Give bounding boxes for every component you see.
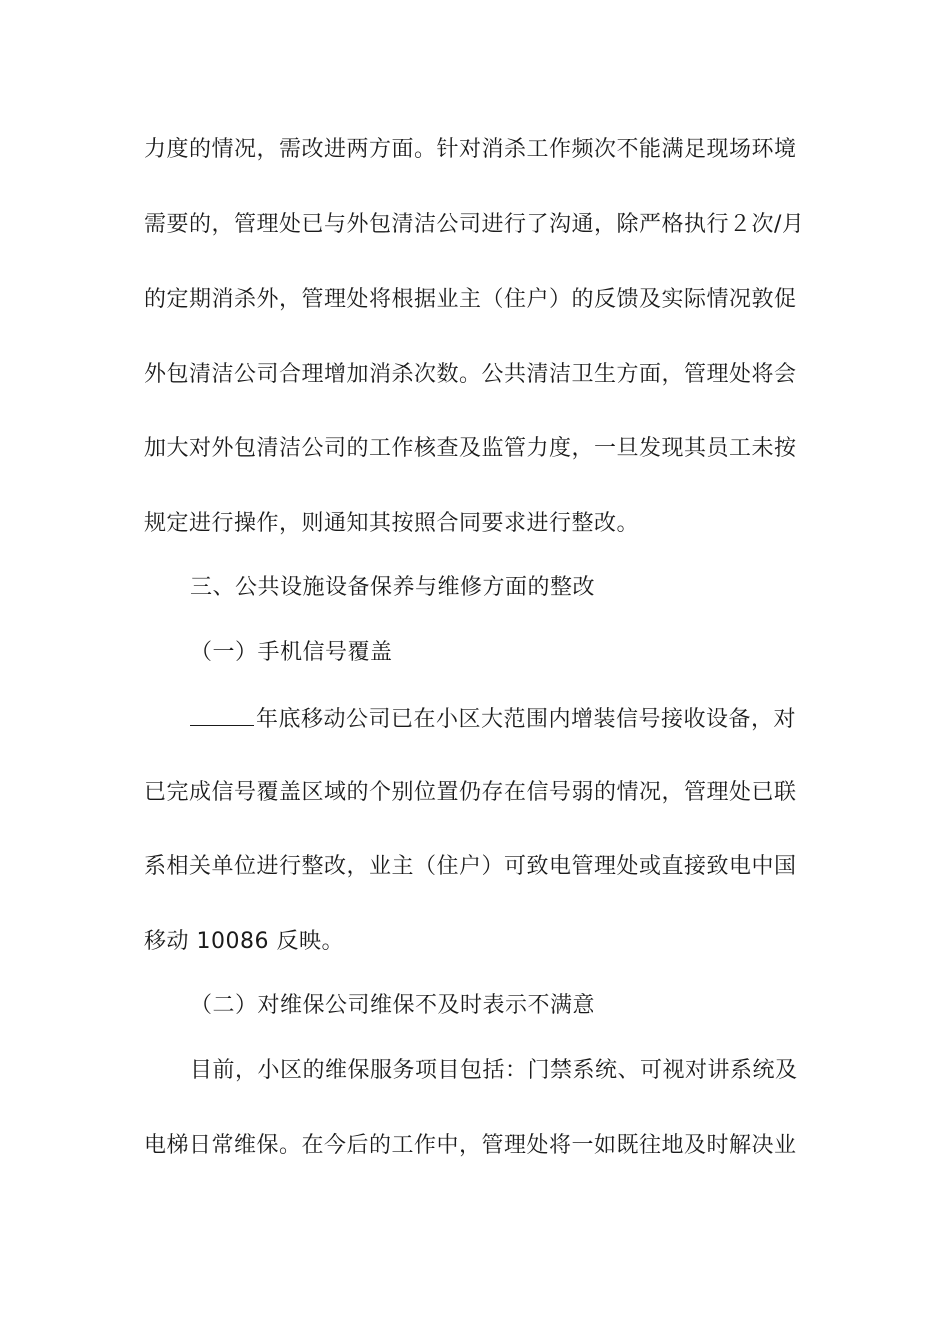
paragraph-line: 已完成信号覆盖区域的个别位置仍存在信号弱的情况，管理处已联 bbox=[144, 780, 797, 805]
paragraph-line: 外包清洁公司合理增加消杀次数。公共清洁卫生方面，管理处将会 bbox=[144, 362, 797, 387]
subsection-heading: （一）手机信号覆盖 bbox=[190, 640, 393, 665]
year-blank bbox=[190, 703, 254, 726]
paragraph-line: 的定期消杀外，管理处将根据业主（住户）的反馈及实际情况敦促 bbox=[144, 287, 797, 312]
paragraph-line: 目前，小区的维保服务项目包括：门禁系统、可视对讲系统及 bbox=[190, 1058, 798, 1083]
section-heading: 三、公共设施设备保养与维修方面的整改 bbox=[190, 575, 596, 600]
paragraph-line: 系相关单位进行整改，业主（住户）可致电管理处或直接致电中国 bbox=[144, 854, 797, 879]
paragraph-line: 规定进行操作，则通知其按照合同要求进行整改。 bbox=[144, 511, 640, 536]
paragraph-line-text: 年底移动公司已在小区大范围内增装信号接收设备，对 bbox=[256, 707, 797, 732]
paragraph-line: 加大对外包清洁公司的工作核查及监管力度，一旦发现其员工未按 bbox=[144, 436, 797, 461]
paragraph-line: 电梯日常维保。在今后的工作中，管理处将一如既往地及时解决业 bbox=[144, 1133, 797, 1158]
subsection-heading: （二）对维保公司维保不及时表示不满意 bbox=[190, 993, 596, 1018]
paragraph-line: 移动 10086 反映。 bbox=[144, 929, 344, 954]
paragraph-line: 需要的，管理处已与外包清洁公司进行了沟通，除严格执行２次/月 bbox=[144, 212, 805, 237]
paragraph-line bbox=[190, 703, 796, 735]
paragraph-line: 力度的情况，需改进两方面。针对消杀工作频次不能满足现场环境 bbox=[144, 137, 797, 162]
